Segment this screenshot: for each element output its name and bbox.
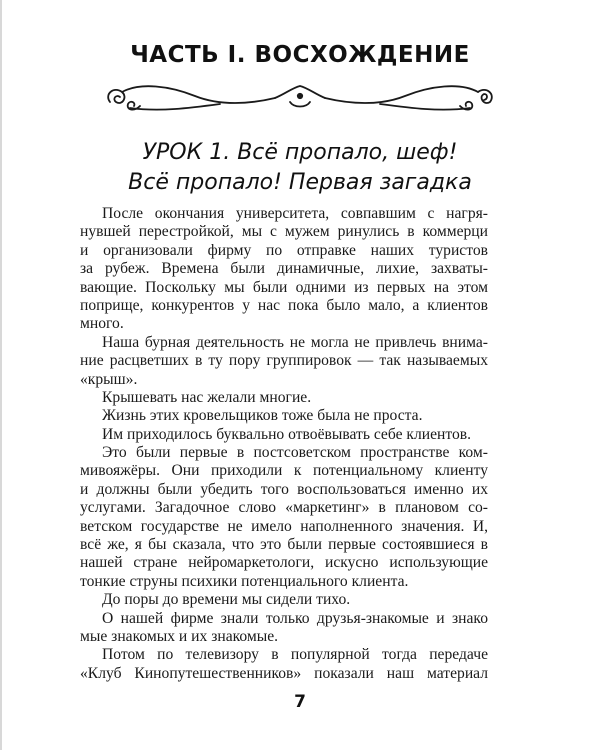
text-line: и должны были убедить того воспользоваться именно их — [80, 480, 488, 498]
lesson-title — [0, 138, 600, 198]
text-line: После окончания университета, совпавшим с нагря- — [102, 205, 488, 222]
text-line: и организовали фирму по отправке наших туристов — [80, 241, 488, 259]
text-line: за рубеж. Времена были динамичные, лихие, захваты- — [80, 260, 488, 278]
text-line: мивояжёры. Они приходили к потенциальному клиенту — [80, 462, 488, 480]
text-line: Крышевать нас желали многие. — [102, 388, 312, 406]
text-line: Потом по телевизору в популярной тогда передаче — [102, 646, 488, 664]
text-line: вающие. Поскольку мы были одними из первых на этом — [80, 278, 488, 296]
text-line: Это были первые в постсоветском пространстве ком- — [102, 444, 488, 462]
divider-ornament — [100, 78, 500, 118]
text-line: услугами. Загадочное слово «маркетинг» в плановом со- — [80, 499, 488, 517]
lesson-title-line-2: Всё пропало! Первая загадка — [128, 170, 472, 195]
text-line: ветском государстве не имело наполненного значения. И, — [80, 517, 488, 535]
text-line: ние расцветших в ту пору группировок — так называемых — [80, 352, 488, 370]
text-line: Им приходилось буквально отвоёвывать себе клиентов. — [102, 425, 472, 443]
body-text — [80, 205, 488, 683]
lesson-title-line-1: УРОК 1. Всё пропало, шеф! — [142, 140, 458, 165]
text-line: поприще, конкурентов у нас пока было мало, а клиентов — [80, 296, 488, 314]
text-line: нувшей перестройкой, мы с мужем ринулись в коммерци — [80, 223, 488, 241]
text-line: «Клуб Кинопутешественников» показали наш материал — [80, 664, 488, 682]
text-line: Жизнь этих кровельщиков тоже была не проста. — [102, 407, 423, 425]
text-line: нашей стране нейромаркетологи, искусно использующие — [80, 554, 488, 572]
text-line: Наша бурная деятельность не могла не привлечь внима- — [102, 333, 488, 351]
text-line: До поры до времени мы сидели тихо. — [102, 591, 351, 609]
text-line: всё же, я бы сказала, что это были первые состоявшиеся в — [80, 536, 488, 554]
text-line: О нашей фирме знали только друзья-знакомые и знако — [102, 609, 488, 627]
text-line: «крыш». — [80, 370, 138, 388]
part-title: ЧАСТЬ I. ВОСХОЖДЕНИЕ — [130, 42, 470, 68]
page-number: 7 — [294, 692, 306, 712]
text-line: мые знакомых и их знакомые. — [80, 627, 279, 645]
text-line: тонкие струны психики потенциального клиента. — [80, 572, 409, 590]
text-line: много. — [80, 315, 124, 333]
